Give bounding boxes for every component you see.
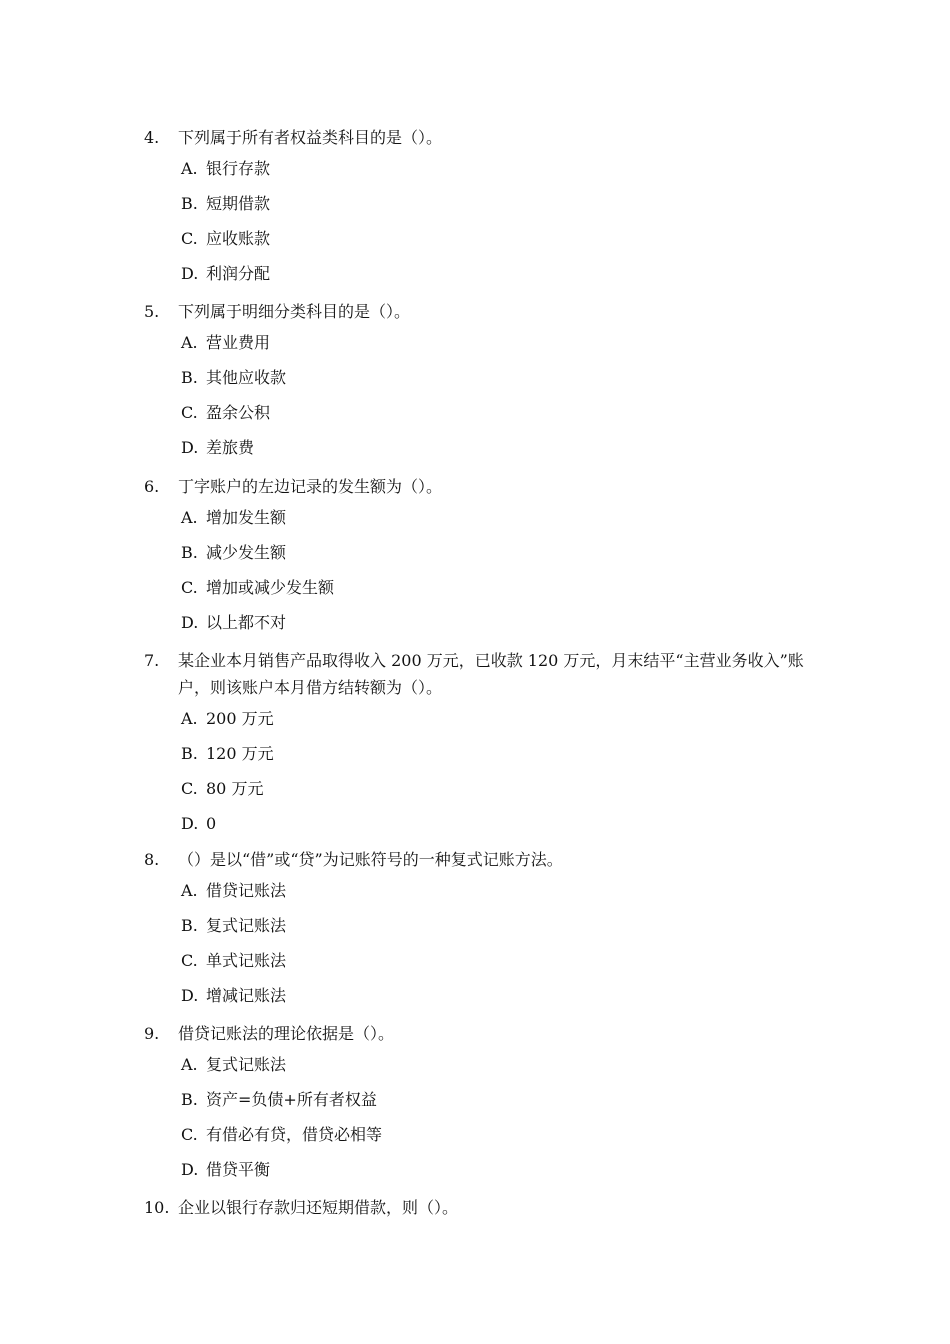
option-letter: B.	[181, 194, 198, 213]
option-text: 增加发生额	[206, 508, 287, 527]
option-text: 增减记账法	[206, 986, 287, 1005]
option-letter: B.	[181, 916, 198, 935]
option-text: 120 万元	[206, 744, 274, 763]
question-text: 下列属于明细分类科目的是（）。	[178, 302, 411, 321]
option-c	[144, 574, 824, 605]
option-d	[144, 609, 824, 640]
question-number: 6.	[144, 477, 160, 496]
option-a	[144, 877, 824, 908]
question-stem	[144, 647, 824, 701]
option-letter: D.	[181, 986, 199, 1005]
option-text: 80 万元	[206, 779, 264, 798]
question-number: 4.	[144, 128, 160, 147]
option-c	[144, 1121, 824, 1152]
option-a	[144, 504, 824, 535]
option-letter: D.	[181, 814, 199, 833]
option-c	[144, 225, 824, 256]
option-a	[144, 1051, 824, 1082]
question-stem	[144, 298, 824, 325]
option-letter: C.	[181, 779, 198, 798]
option-letter: D.	[181, 264, 199, 283]
question-number: 10.	[144, 1198, 170, 1217]
question-8	[144, 846, 824, 1013]
option-text: 营业费用	[206, 333, 271, 352]
question-stem	[144, 124, 824, 151]
question-stem	[144, 1020, 824, 1047]
option-letter: B.	[181, 543, 198, 562]
option-text: 单式记账法	[206, 951, 287, 970]
question-7	[144, 647, 824, 841]
question-text: 下列属于所有者权益类科目的是（）。	[178, 128, 443, 147]
option-text: 以上都不对	[206, 613, 287, 632]
option-b	[144, 912, 824, 943]
option-letter: C.	[181, 1125, 198, 1144]
option-a	[144, 155, 824, 186]
option-letter: A.	[181, 709, 198, 728]
option-text: 有借必有贷，借贷必相等	[206, 1125, 383, 1144]
option-letter: A.	[181, 1055, 198, 1074]
option-d	[144, 1156, 824, 1187]
option-letter: A.	[181, 508, 198, 527]
question-text: 丁字账户的左边记录的发生额为（）。	[178, 477, 443, 496]
option-d	[144, 982, 824, 1013]
option-text: 资产=负债+所有者权益	[206, 1090, 377, 1109]
question-number: 8.	[144, 850, 160, 869]
option-letter: B.	[181, 1090, 198, 1109]
option-letter: D.	[181, 613, 199, 632]
option-text: 差旅费	[206, 438, 255, 457]
option-text: 借贷记账法	[206, 881, 287, 900]
question-text: 借贷记账法的理论依据是（）。	[178, 1024, 395, 1043]
option-b	[144, 364, 824, 395]
question-stem	[144, 1194, 824, 1221]
option-b	[144, 740, 824, 771]
question-text: 企业以银行存款归还短期借款，则（）。	[178, 1198, 459, 1217]
option-c	[144, 399, 824, 430]
option-d	[144, 260, 824, 291]
question-4	[144, 124, 824, 291]
option-d	[144, 810, 824, 841]
option-text: 200 万元	[206, 709, 274, 728]
option-text: 其他应收款	[206, 368, 287, 387]
option-text: 银行存款	[206, 159, 271, 178]
question-9	[144, 1020, 824, 1187]
question-stem	[144, 473, 824, 500]
question-5	[144, 298, 824, 465]
option-a	[144, 705, 824, 736]
question-stem	[144, 846, 824, 873]
option-letter: C.	[181, 578, 198, 597]
option-text: 利润分配	[206, 264, 271, 283]
question-number: 9.	[144, 1024, 160, 1043]
question-10	[144, 1194, 824, 1221]
option-text: 借贷平衡	[206, 1160, 271, 1179]
option-c	[144, 947, 824, 978]
option-letter: A.	[181, 333, 198, 352]
option-text: 增加或减少发生额	[206, 578, 335, 597]
option-text: 盈余公积	[206, 403, 271, 422]
option-letter: C.	[181, 403, 198, 422]
option-b	[144, 539, 824, 570]
option-letter: D.	[181, 438, 199, 457]
option-letter: A.	[181, 881, 198, 900]
option-b	[144, 190, 824, 221]
question-text: 某企业本月销售产品取得收入 200 万元，已收款 120 万元，月末结平“主营业务收入”账户，则该账户本月借方结转额为（）。	[178, 651, 804, 697]
option-letter: A.	[181, 159, 198, 178]
option-b	[144, 1086, 824, 1117]
option-letter: D.	[181, 1160, 199, 1179]
option-text: 复式记账法	[206, 916, 287, 935]
question-number: 7.	[144, 651, 160, 670]
option-text: 0	[206, 814, 217, 833]
option-letter: C.	[181, 951, 198, 970]
question-number: 5.	[144, 302, 160, 321]
option-letter: C.	[181, 229, 198, 248]
question-6	[144, 473, 824, 640]
option-text: 减少发生额	[206, 543, 287, 562]
option-d	[144, 434, 824, 465]
option-text: 复式记账法	[206, 1055, 287, 1074]
option-text: 应收账款	[206, 229, 271, 248]
option-a	[144, 329, 824, 360]
option-text: 短期借款	[206, 194, 271, 213]
option-c	[144, 775, 824, 806]
option-letter: B.	[181, 368, 198, 387]
question-text: （）是以“借”或“贷”为记账符号的一种复式记账方法。	[178, 850, 563, 869]
option-letter: B.	[181, 744, 198, 763]
